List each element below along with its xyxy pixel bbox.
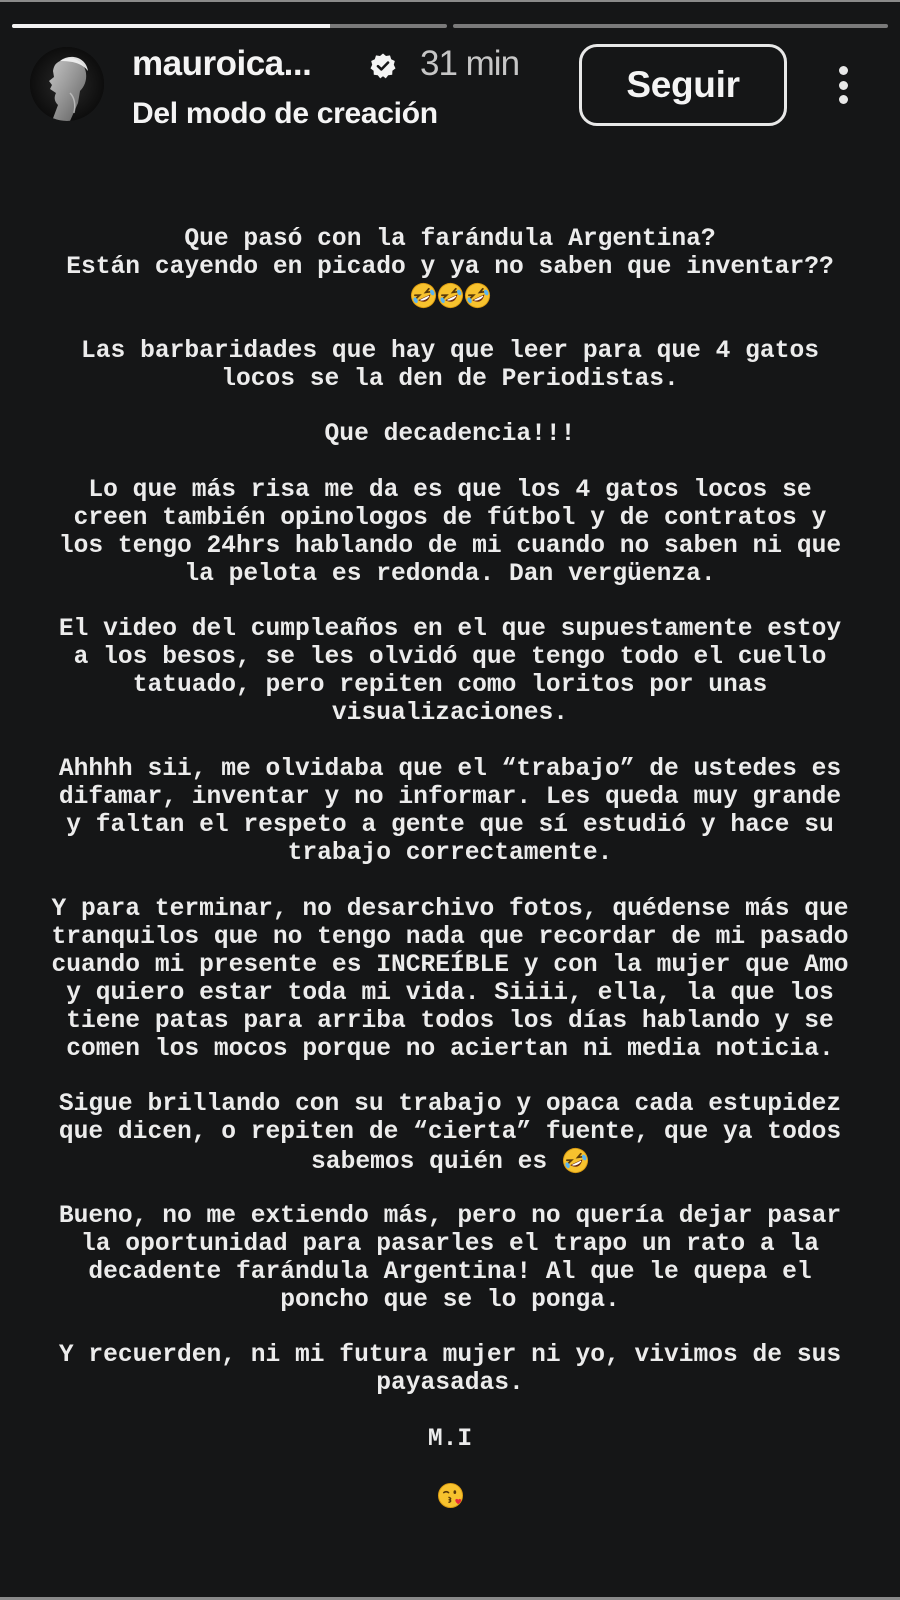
username[interactable]: mauroica... <box>132 44 312 83</box>
story-paragraph <box>0 226 900 310</box>
story-line: Bueno, no me extiendo más, pero no quería dejar pasar <box>58 1202 842 1230</box>
story-line: sabemos quién es <box>0 1147 900 1175</box>
story-line: creen también opinologos de fútbol y de contratos y <box>73 504 827 532</box>
rolling-on-floor-laughing-emoji <box>437 282 464 309</box>
story-paragraph <box>0 1091 900 1175</box>
post-time: 31 min <box>420 44 520 83</box>
story-paragraph <box>0 1482 900 1510</box>
story-line: comen los mocos porque no aciertan ni media noticia. <box>66 1035 834 1063</box>
story-line: M.I <box>427 1425 473 1453</box>
story-line: Las barbaridades que hay que leer para que 4 gatos <box>81 337 819 365</box>
avatar[interactable] <box>30 47 104 121</box>
story-line <box>0 1482 900 1510</box>
rolling-on-floor-laughing-emoji <box>562 1147 589 1174</box>
progress-segment-2 <box>453 24 888 28</box>
story-line: payasadas. <box>376 1370 524 1398</box>
story-line: cuando mi presente es INCREÍBLE y con la mujer que Amo <box>51 951 849 979</box>
face-blowing-kiss-emoji <box>437 1482 464 1509</box>
story-line: difamar, inventar y no informar. Les queda muy grande <box>58 783 842 811</box>
story-paragraph <box>0 338 900 394</box>
story-paragraph <box>0 421 900 449</box>
story-line: los tengo 24hrs hablando de mi cuando no saben ni que <box>58 532 842 560</box>
story-line: Y recuerden, ni mi futura mujer ni yo, vivimos de sus <box>58 1342 842 1370</box>
story-line: Y para terminar, no desarchivo fotos, quédense más que <box>51 895 849 923</box>
story-paragraph <box>0 477 900 589</box>
story-line: tiene patas para arriba todos los días hablando y se <box>66 1007 834 1035</box>
story-line: la oportunidad para pasarles el trapo un rato a la <box>81 1230 819 1258</box>
story-line: y quiero estar toda mi vida. Siiii, ella, la que los <box>66 979 834 1007</box>
story-line: locos se la den de Periodistas. <box>221 365 679 393</box>
story-line: que dicen, o repiten de “cierta” fuente, que ya todos <box>58 1119 842 1147</box>
story-paragraph <box>0 756 900 868</box>
profile-photo-icon <box>30 47 104 121</box>
story-line: Lo que más risa me da es que los 4 gatos locos se <box>88 476 812 504</box>
story-line: Están cayendo en picado y ya no saben que inventar?? <box>66 254 834 281</box>
story-line: tranquilos que no tengo nada que recordar de mi pasado <box>51 923 849 951</box>
story-progress-bar <box>12 24 888 28</box>
story-line: tatuado, pero repiten como loritos por unas <box>132 672 768 700</box>
rolling-on-floor-laughing-emoji <box>464 282 491 309</box>
story-line: Sigue brillando con su trabajo y opaca cada estupidez <box>58 1091 842 1119</box>
more-vertical-icon <box>839 81 848 90</box>
story-paragraph <box>0 896 900 1064</box>
story-subtitle: Del modo de creación <box>132 97 438 130</box>
progress-segment-1 <box>12 24 447 28</box>
story-line: Que pasó con la farándula Argentina? <box>184 226 716 253</box>
story-text <box>0 226 900 1537</box>
progress-fill <box>12 24 330 28</box>
story-line: la pelota es redonda. Dan vergüenza. <box>184 560 716 588</box>
story-line: decadente farándula Argentina! Al que le quepa el <box>88 1258 812 1286</box>
more-options-button[interactable] <box>826 62 860 108</box>
story-line: Que decadencia!!! <box>324 421 576 449</box>
rolling-on-floor-laughing-emoji <box>410 282 437 309</box>
story-line: visualizaciones. <box>331 700 569 728</box>
story-line: Ahhhh sii, me olvidaba que el “trabajo” de ustedes es <box>58 755 842 783</box>
more-vertical-icon <box>839 66 848 75</box>
story-paragraph <box>0 1342 900 1398</box>
verified-badge-icon <box>369 52 397 80</box>
story-line: poncho que se lo ponga. <box>280 1286 620 1314</box>
story-line: a los besos, se les olvidó que tengo todo el cuello <box>73 644 827 672</box>
story-paragraph <box>0 1426 900 1454</box>
story-paragraph <box>0 1203 900 1315</box>
story-line <box>0 282 900 310</box>
story-paragraph <box>0 616 900 728</box>
more-vertical-icon <box>839 95 848 104</box>
story-line: y faltan el respeto a gente que sí estudió y hace su <box>66 811 834 839</box>
story-line: El video del cumpleaños en el que supuestamente estoy <box>58 616 842 644</box>
follow-button[interactable]: Seguir <box>579 44 787 126</box>
story-line: trabajo correctamente. <box>287 839 613 867</box>
